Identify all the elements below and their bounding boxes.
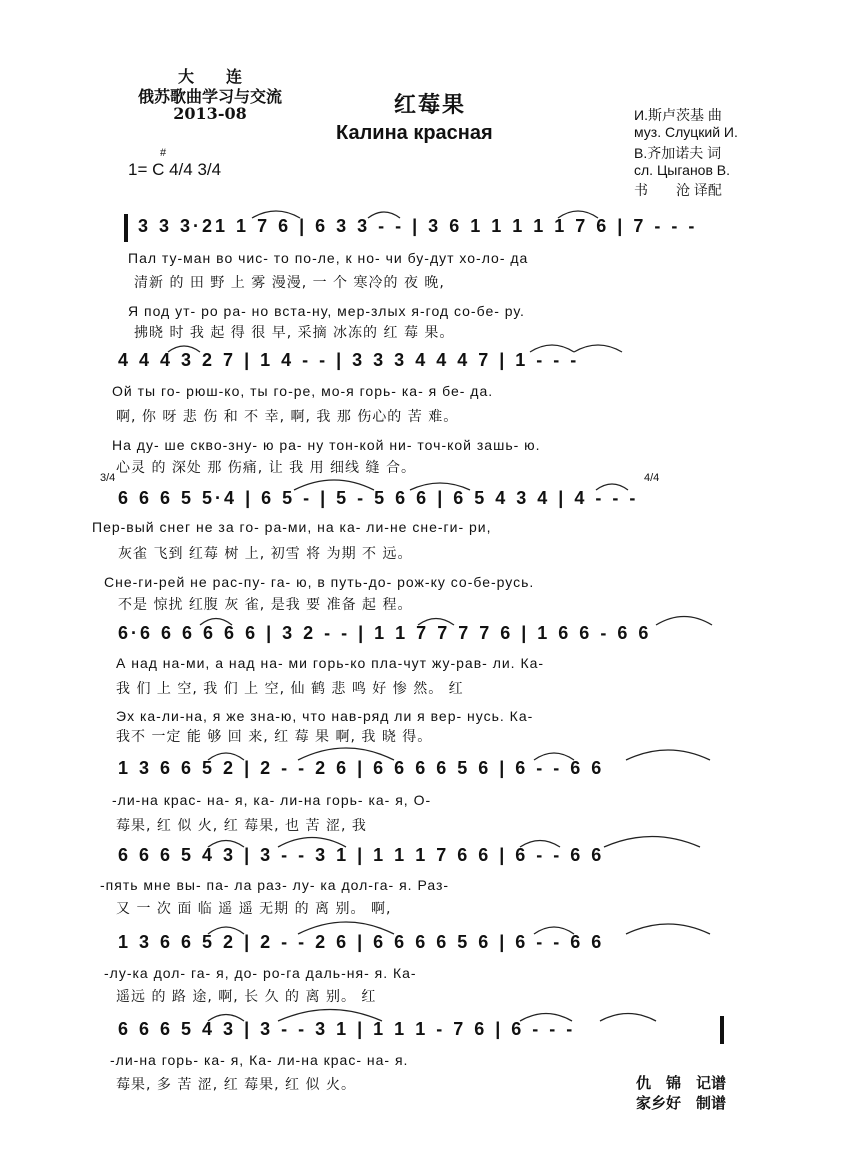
credit-line-2: муз. Слуцкий И.	[634, 124, 738, 140]
signoff-line-1: 仇 锦 记谱	[636, 1074, 727, 1092]
slur	[208, 927, 244, 934]
lyrics-ru-1-system-1: Пал ту-ман во чис- то по-ле, к но- чи бу-дут хо-ло- да	[128, 250, 529, 266]
slur	[626, 924, 710, 934]
slur	[596, 484, 628, 490]
lyrics-cn-1-system-1: 清新 的 田 野 上 雾 漫漫, 一 个 寒冷的 夜 晚,	[134, 275, 445, 291]
notes-system-5: 1 3 6 6 5 2 | 2 - - 2 6 | 6 6 6 6 5 6 | 6 - - 6 6	[118, 758, 605, 778]
credit-line-3: В.齐加诺夫 词	[634, 145, 722, 161]
slur	[294, 480, 374, 490]
lyrics-ru-2-system-2: На ду- ше скво-зну- ю ра- ну тон-кой ни- точ-кой зашь- ю.	[112, 437, 541, 453]
slur	[534, 927, 574, 934]
slur	[600, 1014, 656, 1022]
org-line-2: 俄苏歌曲学习与交流	[137, 87, 282, 106]
slur	[520, 841, 560, 848]
credit-line-4: сл. Цыганов В.	[634, 162, 731, 178]
slur	[626, 750, 710, 760]
lyrics-cn-2-system-1: 拂晓 时 我 起 得 很 早, 采摘 冰冻的 红 莓 果。	[134, 325, 455, 341]
slur	[574, 345, 622, 352]
slur	[298, 922, 394, 934]
lyrics-cn-2-system-4: 我不 一定 能 够 回 来, 红 莓 果 啊, 我 晓 得。	[116, 729, 433, 745]
slur	[558, 211, 598, 218]
lyrics-cn-1-system-4: 我 们 上 空, 我 们 上 空, 仙 鹤 悲 鸣 好 惨 然。 红	[116, 681, 464, 697]
slur	[530, 345, 574, 352]
slur	[656, 617, 712, 626]
slur	[252, 211, 300, 218]
lyrics-cn-2-system-3: 不是 惊扰 红腹 灰 雀, 是我 要 准备 起 程。	[118, 597, 413, 613]
time-sig-4-4: 4/4	[644, 472, 660, 484]
slur	[534, 753, 574, 760]
lyrics-ru-2-system-1: Я под ут- ро ра- но вста-ну, мер-злых я-год со-бе- ру.	[128, 303, 525, 319]
slur	[200, 619, 232, 626]
notes-system-7: 1 3 6 6 5 2 | 2 - - 2 6 | 6 6 6 6 5 6 | 6 - - 6 6	[118, 932, 605, 952]
signoff-line-2: 家乡好 制谱	[636, 1094, 727, 1112]
credit-line-1: И.斯卢茨基 曲	[634, 107, 722, 123]
slur	[168, 346, 200, 352]
slur	[208, 1015, 244, 1022]
notes-system-4: 6·6 6 6 6 6 6 | 3 2 - - | 1 1 7 7 7 7 6 | 1 6 6 - 6 6	[118, 623, 652, 643]
lyrics-ru-1-system-7: -лу-ка дол- га- я, до- ро-га даль-ня- я. Ка-	[104, 965, 417, 981]
title-chinese: 红莓果	[394, 92, 467, 118]
notes-system-1: 3 3 3·21 1 7 6 | 6 3 3 - - | 3 6 1 1 1 1 1 7 6 | 7 - - -	[138, 216, 698, 236]
lyrics-ru-1-system-6: -пять мне вы- па- ла раз- лу- ка дол-га- я. Раз-	[100, 877, 450, 893]
lyrics-cn-1-system-2: 啊, 你 呀 悲 伤 和 不 幸, 啊, 我 那 伤心的 苦 难。	[116, 409, 459, 425]
lyrics-ru-2-system-4: Эх ка-ли-на, я же зна-ю, что нав-ряд ли я вер- нусь. Ка-	[116, 708, 534, 724]
slur	[208, 753, 244, 760]
slur	[604, 837, 700, 848]
lyrics-ru-1-system-4: А над на-ми, а над на- ми горь-ко пла-чут жу-рав- ли. Ка-	[116, 655, 545, 671]
lyrics-ru-1-system-5: -ли-на крас- на- я, ка- ли-на горь- ка- я, О-	[112, 792, 432, 808]
lyrics-ru-1-system-3: Пер-вый снег не за го- ра-ми, на ка- ли-не сне-ги- ри,	[92, 519, 492, 535]
lyrics-ru-2-system-3: Сне-ги-рей не рас-пу- га- ю, в путь-до- рож-ку со-бе-русь.	[104, 574, 535, 590]
lyrics-cn-1-system-3: 灰雀 飞到 红莓 树 上, 初雪 将 为期 不 远。	[118, 546, 413, 562]
slur	[208, 841, 244, 848]
slur	[278, 838, 346, 848]
slur	[298, 748, 394, 760]
lyrics-ru-1-system-8: -ли-на горь- ка- я, Ка- ли-на крас- на- я.	[110, 1052, 409, 1068]
slur	[368, 212, 400, 218]
credit-line-5: 书 沧 译配	[634, 182, 722, 198]
title-russian: Калина красная	[336, 122, 493, 144]
lyrics-cn-1-system-8: 莓果, 多 苦 涩, 红 莓果, 红 似 火。	[116, 1077, 356, 1093]
notes-system-8: 6 6 6 5 4 3 | 3 - - 3 1 | 1 1 1 - 7 6 | 6 - - -	[118, 1019, 576, 1039]
lyrics-cn-1-system-7: 遥远 的 路 途, 啊, 长 久 的 离 别。 红	[116, 989, 377, 1005]
lyrics-cn-2-system-2: 心灵 的 深处 那 伤痛, 让 我 用 细线 缝 合。	[116, 460, 416, 476]
notes-system-3: 6 6 6 5 5·4 | 6 5 - | 5 - 5 6 6 | 6 5 4 3 4 | 4 - - -	[118, 488, 639, 508]
slur	[278, 1010, 382, 1022]
slur	[520, 1014, 572, 1022]
notes-system-2: 4 4 4 3 2 7 | 1 4 - - | 3 3 3 4 4 4 7 | 1 - - -	[118, 350, 580, 370]
org-line-1: 大 连	[177, 67, 242, 86]
org-line-3: 2013-08	[173, 104, 247, 123]
lyrics-cn-1-system-5: 莓果, 红 似 火, 红 莓果, 也 苦 涩, 我	[116, 818, 367, 834]
time-sig-3-4: 3/4	[100, 472, 116, 484]
lyrics-ru-1-system-2: Ой ты го- рюш-ко, ты го-ре, мо-я горь- ка- я бе- да.	[112, 383, 494, 399]
key-signature: 1= C 4/4 3/4	[128, 160, 222, 179]
slur	[418, 619, 454, 626]
key-sharp: #	[160, 147, 167, 159]
notes-system-6: 6 6 6 5 4 3 | 3 - - 3 1 | 1 1 1 7 6 6 | 6 - - 6 6	[118, 845, 605, 865]
slur	[410, 483, 470, 490]
lyrics-cn-1-system-6: 又 一 次 面 临 遥 遥 无期 的 离 别。 啊,	[116, 901, 392, 917]
